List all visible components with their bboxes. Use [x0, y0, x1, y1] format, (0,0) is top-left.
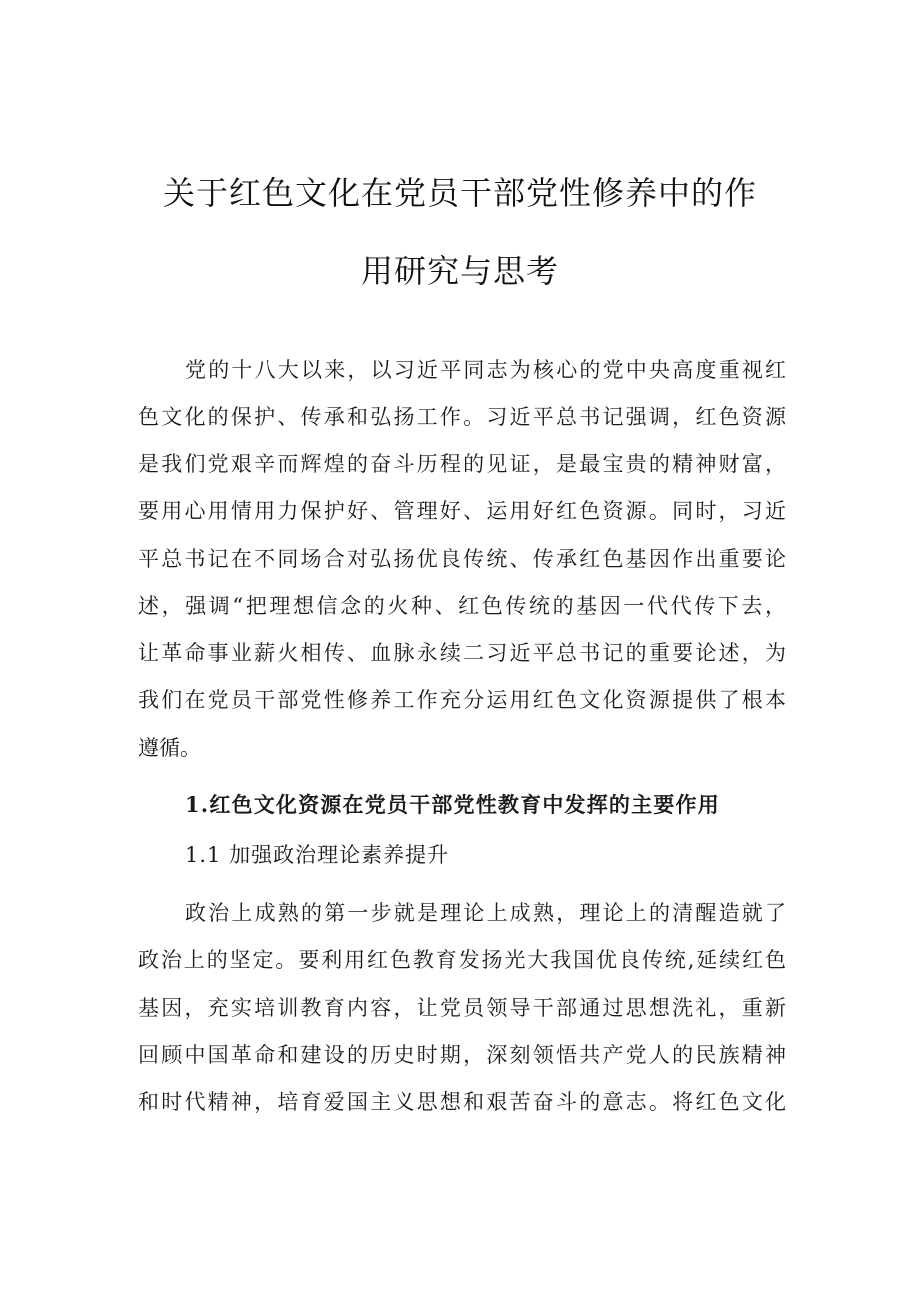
intro-paragraph-line: 遵循。	[138, 736, 201, 760]
body-paragraph-line: 回顾中国革命和建设的历史时期，深刻领悟共产党人的民族精神	[138, 1043, 786, 1067]
intro-paragraph-line: 让革命事业薪火相传、血脉永续二习近平总书记的重要论述，为	[138, 641, 786, 665]
document-title-line-1: 关于红色文化在党员干部党性修养中的作	[162, 174, 757, 212]
intro-paragraph-line: 述，强调“把理想信念的火种、红色传统的基因一代代传下去，	[138, 594, 786, 618]
intro-paragraph-line: 色文化的保护、传承和弘扬工作。习近平总书记强调，红色资源	[138, 405, 786, 429]
body-paragraph-line: 基因，充实培训教育内容，让党员领导干部通过思想洗礼，重新	[138, 996, 786, 1020]
intro-paragraph-line: 是我们党艰辛而辉煌的奋斗历程的见证，是最宝贵的精神财富，	[138, 452, 786, 476]
document-title-line-2: 用研究与思考	[360, 252, 559, 290]
intro-paragraph-line: 平总书记在不同场合对弘扬优良传统、传承红色基因作出重要论	[138, 547, 786, 571]
section-heading: 1.红色文化资源在党员干部党性教育中发挥的主要作用	[185, 792, 720, 817]
intro-paragraph-line: 要用心用情用力保护好、管理好、运用好红色资源。同时，习近	[138, 499, 786, 523]
body-paragraph-line: 政治上成熟的第一步就是理论上成熟，理论上的清醒造就了	[185, 901, 786, 925]
subsection-heading: 1.1 加强政治理论素养提升	[185, 843, 450, 867]
intro-paragraph-line: 我们在党员干部党性修养工作充分运用红色文化资源提供了根本	[138, 688, 786, 712]
body-paragraph-line: 政治上的坚定。要利用红色教育发扬光大我国优良传统,延续红色	[138, 948, 786, 972]
intro-paragraph-line: 党的十八大以来，以习近平同志为核心的党中央高度重视红	[185, 358, 786, 382]
body-paragraph-line: 和时代精神，培育爱国主义思想和艰苦奋斗的意志。将红色文化	[138, 1090, 786, 1114]
